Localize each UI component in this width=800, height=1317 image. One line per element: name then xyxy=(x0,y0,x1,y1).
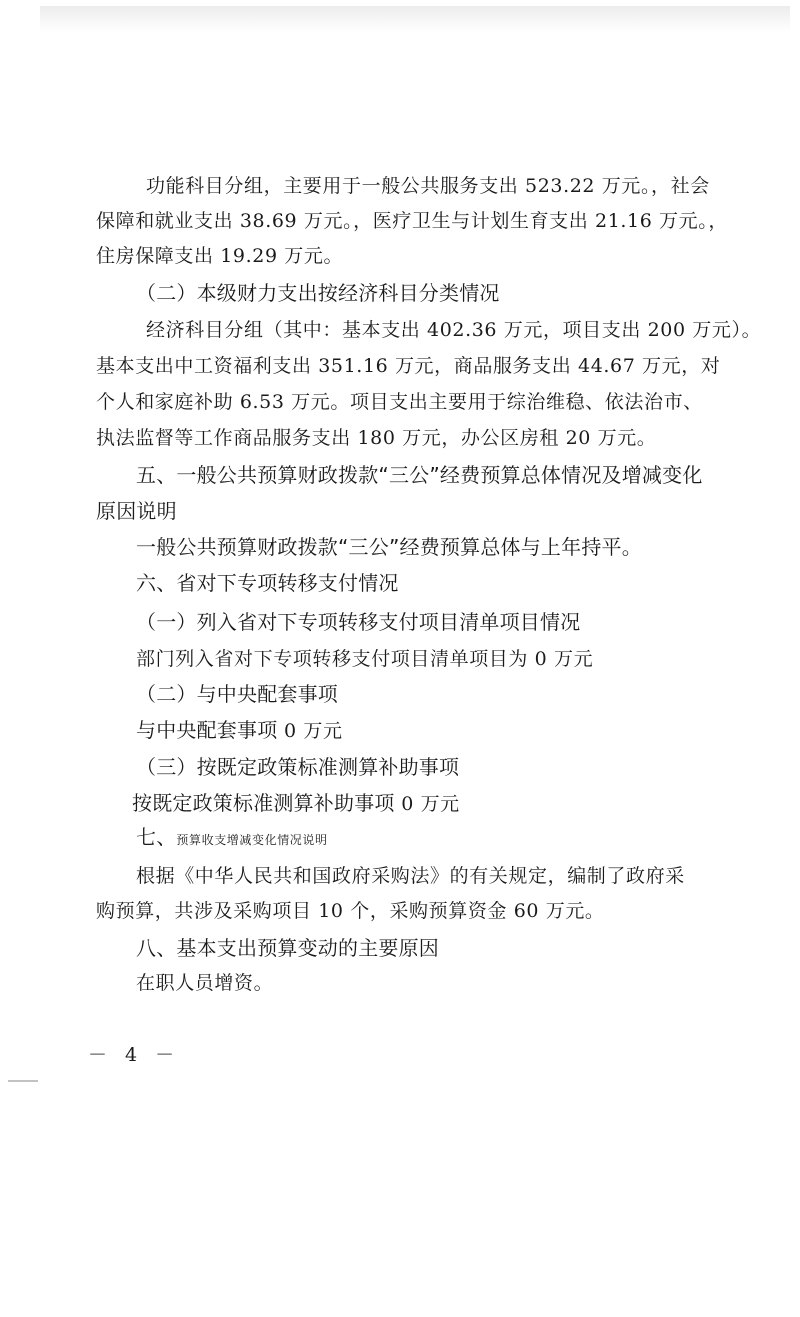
paragraph-text: 按既定政策标准测算补助事项 xyxy=(132,791,395,815)
paragraph-line: 根据《中华人民共和国政府采购法》的有关规定，编制了政府采 xyxy=(136,865,685,887)
paragraph-line xyxy=(136,717,343,744)
paragraph-line: 功能科目分组，主要用于一般公共服务支出 523.22 万元。，社会 xyxy=(146,175,710,197)
paragraph-line: 购预算，共涉及采购项目 10 个，采购预算资金 60 万元。 xyxy=(96,900,605,922)
paragraph-line: 执法监督等工作商品服务支出 180 万元，办公区房租 20 万元。 xyxy=(96,427,657,449)
section-heading: （二）与中央配套事项 xyxy=(136,682,338,706)
section-heading: 八、基本支出预算变动的主要原因 xyxy=(136,936,439,960)
scan-shadow-top xyxy=(40,6,790,32)
section-heading: （三）按既定政策标准测算补助事项 xyxy=(136,755,460,779)
section-heading: （一）列入省对下专项转移支付项目清单项目情况 xyxy=(136,610,581,634)
paragraph-line: 一般公共预算财政拨款“三公”经费预算总体与上年持平。 xyxy=(136,535,642,559)
paragraph-line xyxy=(132,790,460,817)
paragraph-line: 部门列入省对下专项转移支付项目清单项目为 0 万元 xyxy=(136,648,594,670)
heading-text: 预算收支增减变化情况说明 xyxy=(176,833,328,847)
section-heading: 五、一般公共预算财政拨款“三公”经费预算总体情况及增减变化 xyxy=(136,463,703,487)
section-heading: 原因说明 xyxy=(96,499,177,523)
page-number: － 4 － xyxy=(88,1044,181,1066)
section-heading xyxy=(136,824,328,853)
section-heading: （二）本级财力支出按经济科目分类情况 xyxy=(136,281,500,305)
paragraph-line: 个人和家庭补助 6.53 万元。项目支出主要用于综治维稳、依法治市、 xyxy=(96,391,703,413)
amount-text: 0 万元 xyxy=(277,720,343,742)
paragraph-line: 基本支出中工资福利支出 351.16 万元，商品服务支出 44.67 万元，对 xyxy=(96,355,721,377)
paragraph-line: 保障和就业支出 38.69 万元。，医疗卫生与计划生育支出 21.16 万元。， xyxy=(96,210,728,232)
paragraph-line: 经济科目分组（其中：基本支出 402.36 万元，项目支出 200 万元）。 xyxy=(146,319,762,341)
section-heading: 六、省对下专项转移支付情况 xyxy=(136,571,399,595)
paragraph-line: 在职人员增资。 xyxy=(136,972,274,994)
paragraph-text: 与中央配套事项 xyxy=(136,718,278,742)
heading-number: 七、 xyxy=(136,825,177,849)
paragraph-line: 住房保障支出 19.29 万元。 xyxy=(96,245,344,267)
amount-text: 0 万元 xyxy=(394,793,460,815)
scan-mark-bottom xyxy=(8,1080,38,1082)
